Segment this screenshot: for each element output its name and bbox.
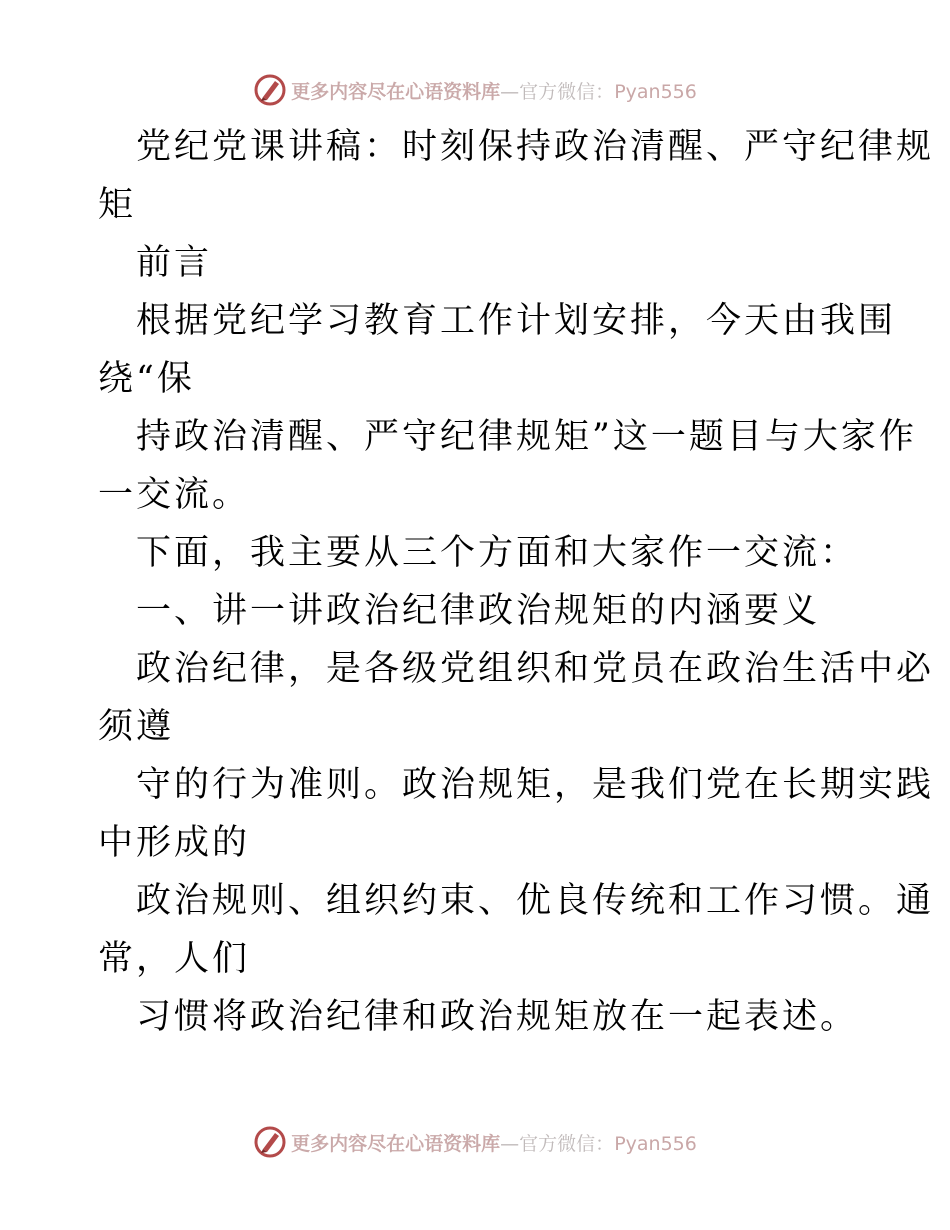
text-line: 持政治清醒、严守纪律规矩”这一题目与大家作: [136, 417, 917, 457]
text-line: 中形成的: [98, 823, 251, 863]
text-line: 前言: [136, 243, 213, 283]
watermark-main: 更多内容尽在心语资料库: [291, 80, 501, 103]
text-line: 绕“保: [98, 359, 195, 399]
header-watermark: [0, 70, 950, 110]
watermark-id: Pyan556: [614, 80, 697, 103]
watermark-id: Pyan556: [614, 1132, 697, 1155]
text-line: 习惯将政治纪律和政治规矩放在一起表述。: [136, 997, 859, 1037]
text-line: 须遵: [98, 707, 175, 747]
text-line: 政治规则、组织约束、优良传统和工作习惯。通: [136, 881, 935, 921]
watermark-main: 更多内容尽在心语资料库: [291, 1132, 501, 1155]
text-line: 常，人们: [98, 939, 251, 979]
text-line: 下面，我主要从三个方面和大家作一交流：: [136, 533, 859, 573]
watermark-dash: —官方微信：: [500, 80, 615, 103]
footer-watermark: [0, 1122, 950, 1162]
pen-logo-icon: [253, 73, 287, 107]
pen-logo-icon: [253, 1125, 287, 1159]
text-line: 党纪党课讲稿：时刻保持政治清醒、严守纪律规: [136, 127, 935, 167]
watermark-dash: —官方微信：: [500, 1132, 615, 1155]
watermark-text: [291, 1129, 697, 1156]
watermark-text: [291, 77, 697, 104]
text-line: 守的行为准则。政治规矩，是我们党在长期实践: [136, 765, 935, 805]
text-line: 根据党纪学习教育工作计划安排，今天由我围: [136, 301, 897, 341]
text-line: 一交流。: [98, 475, 251, 515]
text-line: 一、讲一讲政治纪律政治规矩的内涵要义: [136, 591, 821, 631]
text-line: 政治纪律，是各级党组织和党员在政治生活中必: [136, 649, 935, 689]
document-body: [98, 118, 935, 1046]
text-line: 矩: [98, 185, 137, 225]
